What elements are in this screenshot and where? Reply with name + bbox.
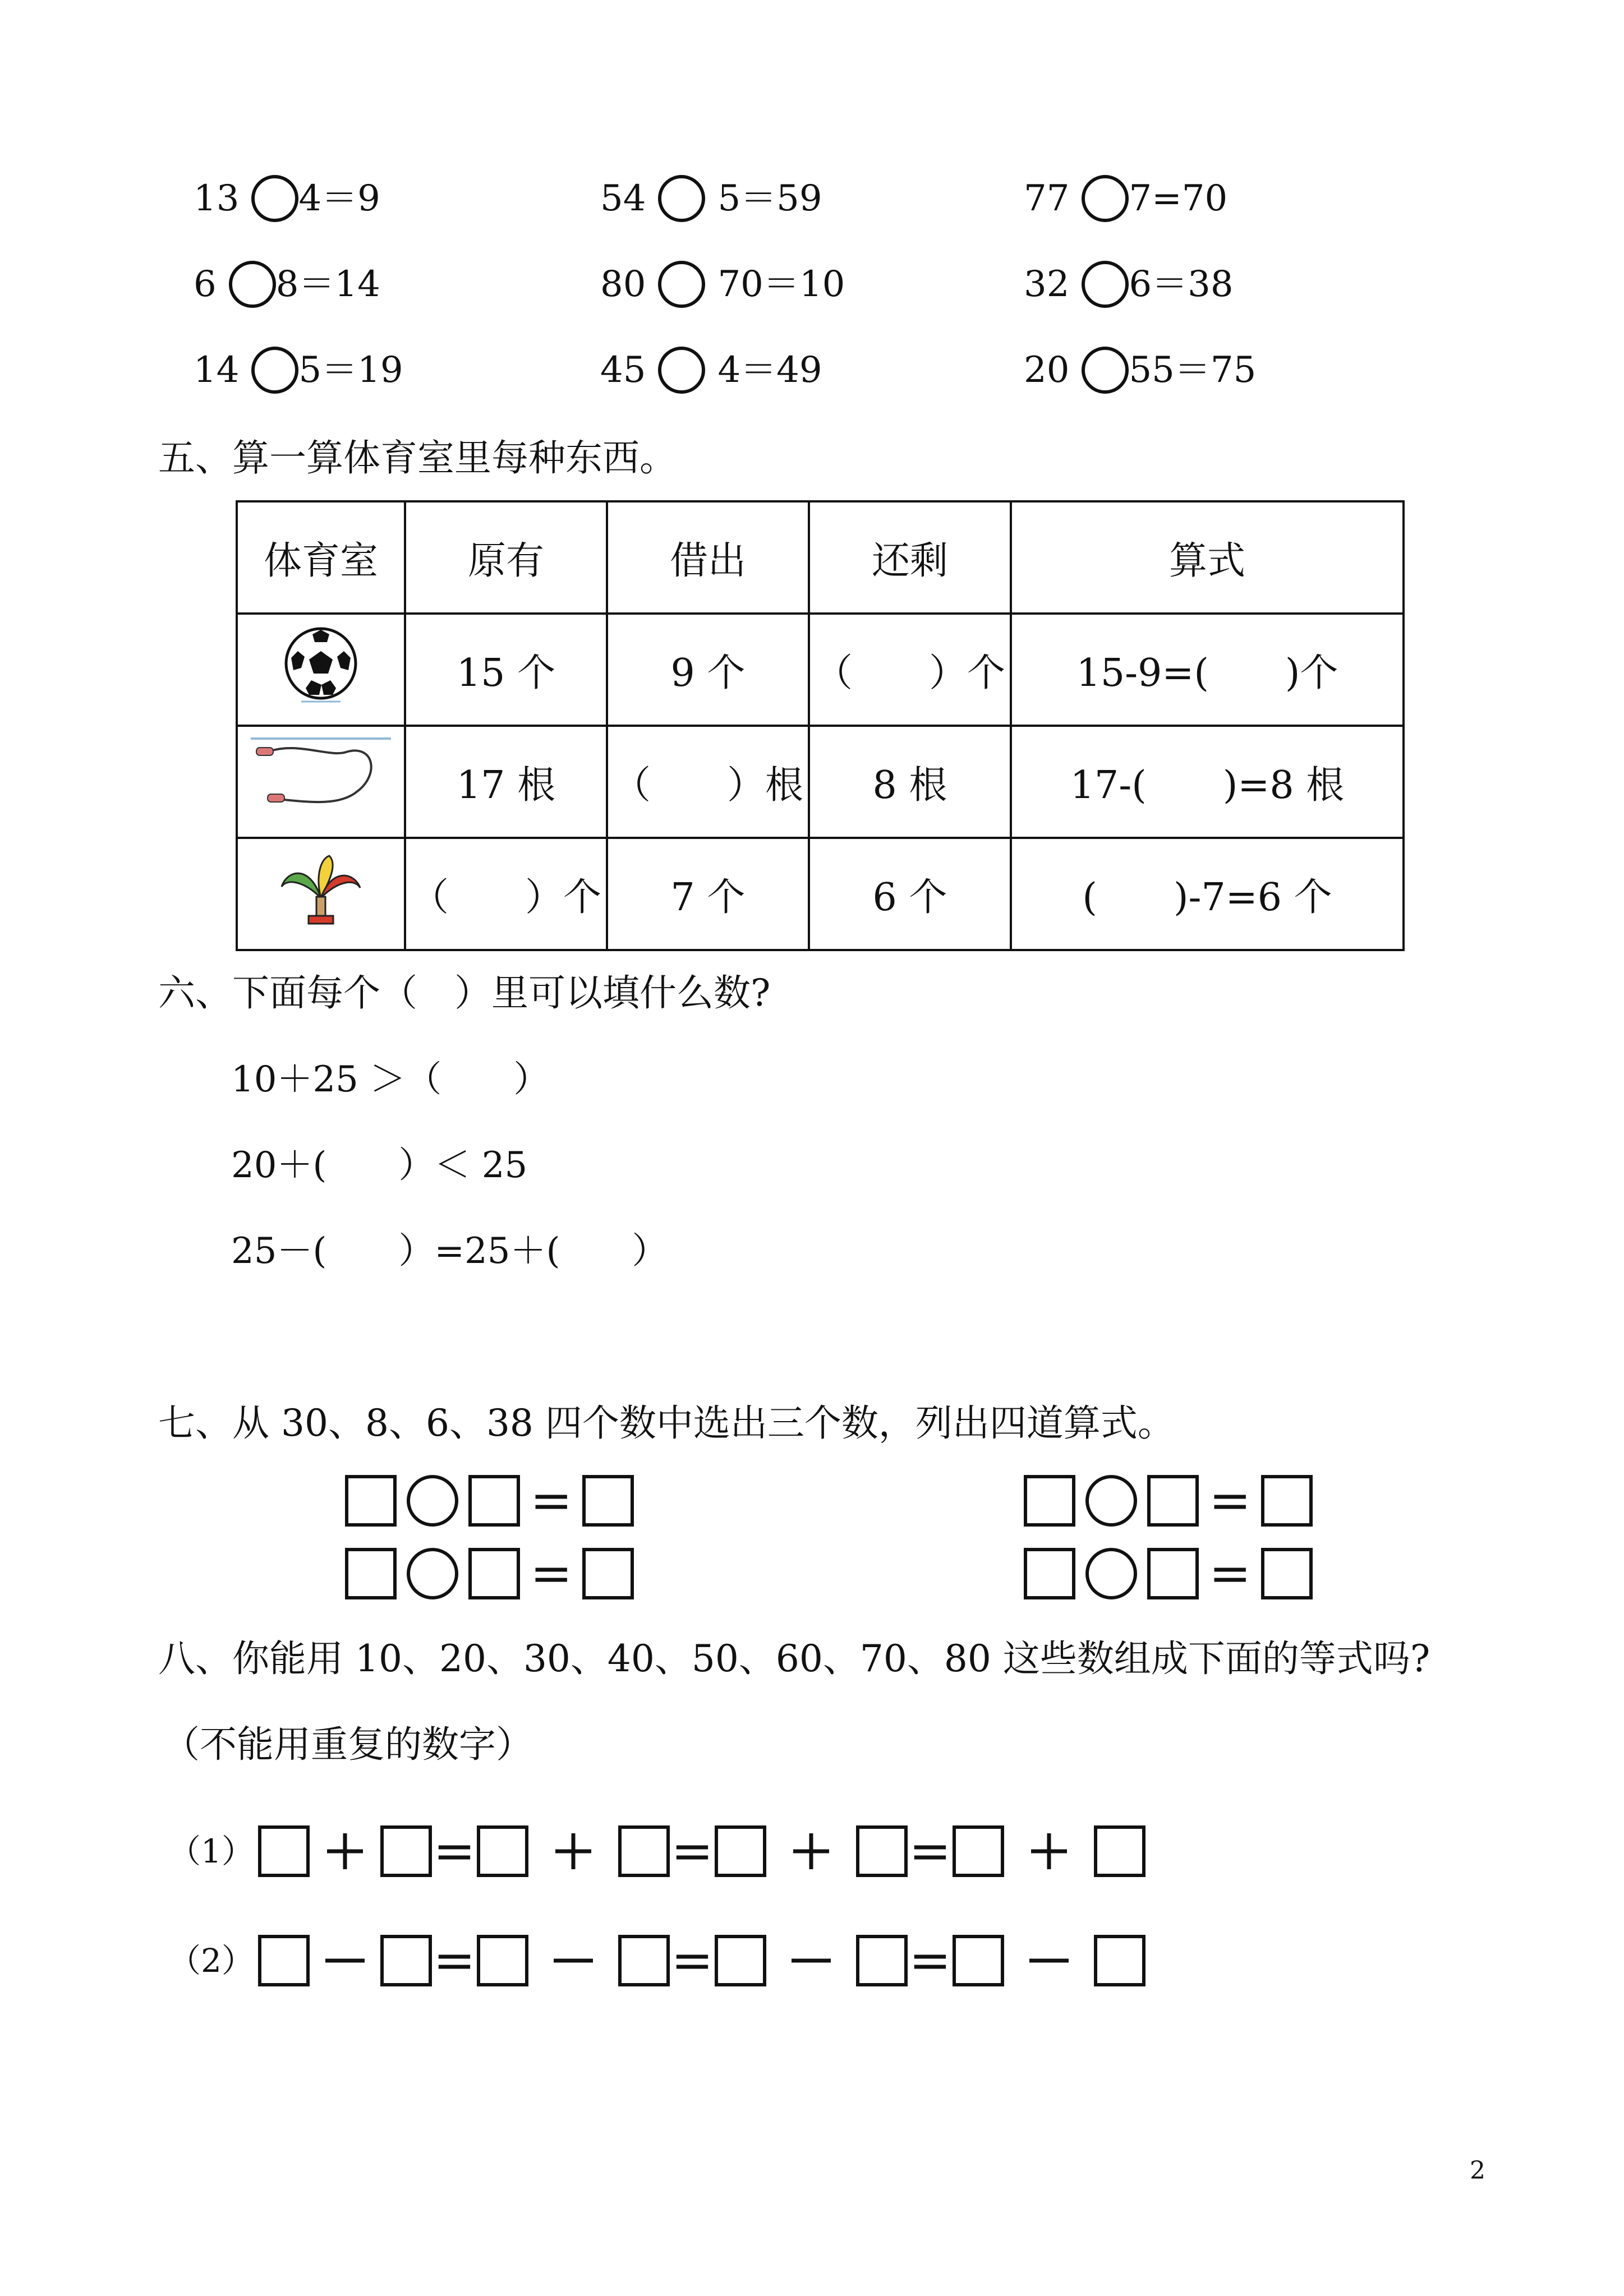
operator-circle[interactable] bbox=[1085, 1475, 1137, 1527]
equals-sign: = bbox=[1209, 1544, 1252, 1603]
fill-in-line[interactable]: 20＋( ）＜ 25 bbox=[231, 1145, 528, 1186]
eq-left: 13 bbox=[194, 178, 240, 219]
answer-box[interactable] bbox=[468, 1548, 520, 1599]
table-header: 算式 bbox=[1011, 501, 1404, 614]
operator-circle[interactable] bbox=[229, 261, 276, 308]
eq-left: 32 bbox=[1024, 264, 1070, 305]
answer-box[interactable] bbox=[618, 1935, 670, 1986]
original-cell[interactable]: （ ）个 bbox=[405, 838, 607, 950]
equals-sign: = bbox=[909, 1822, 951, 1880]
answer-box[interactable] bbox=[856, 1935, 908, 1986]
section8-title: 八、你能用 10、20、30、40、50、60、70、80 这些数组成下面的等式吗? bbox=[158, 1637, 1430, 1680]
section7-title: 七、从 30、8、6、38 四个数中选出三个数，列出四道算式。 bbox=[158, 1401, 1175, 1445]
plus-equation-row bbox=[168, 1822, 1145, 1880]
answer-box[interactable] bbox=[582, 1548, 634, 1599]
answer-box[interactable] bbox=[380, 1935, 432, 1986]
table-header: 借出 bbox=[607, 501, 809, 614]
eq-left: 45 bbox=[600, 349, 646, 391]
item-label: （2） bbox=[168, 1942, 254, 1980]
item-image-cell bbox=[237, 614, 405, 726]
answer-box[interactable] bbox=[345, 1475, 397, 1527]
minus-sign-icon bbox=[310, 1935, 380, 1986]
left-cell: 6 个 bbox=[809, 838, 1011, 950]
plus-sign-icon bbox=[310, 1825, 380, 1877]
operator-circle[interactable] bbox=[1082, 261, 1129, 308]
answer-box[interactable] bbox=[582, 1475, 634, 1527]
answer-box[interactable] bbox=[380, 1825, 432, 1877]
answer-box[interactable] bbox=[1261, 1475, 1313, 1527]
answer-box[interactable] bbox=[258, 1825, 310, 1877]
answer-box[interactable] bbox=[1024, 1475, 1075, 1527]
formula-cell[interactable]: 17-( )=8 根 bbox=[1011, 726, 1404, 838]
item-image-cell bbox=[237, 838, 405, 950]
eq-item bbox=[1024, 347, 1256, 394]
answer-box[interactable] bbox=[1147, 1548, 1199, 1599]
original-cell: 17 根 bbox=[405, 726, 607, 838]
operator-circle[interactable] bbox=[1082, 175, 1129, 222]
answer-box[interactable] bbox=[715, 1935, 766, 1986]
operator-circle[interactable] bbox=[407, 1475, 458, 1527]
equals-sign: = bbox=[433, 1822, 476, 1880]
minus-sign-icon bbox=[766, 1935, 856, 1986]
eq-right: 5＝19 bbox=[298, 349, 403, 391]
minus-sign-icon bbox=[528, 1935, 618, 1986]
section8-note: （不能用重复的数字） bbox=[163, 1723, 533, 1766]
answer-box[interactable] bbox=[618, 1825, 670, 1877]
answer-box[interactable] bbox=[856, 1825, 908, 1877]
eq-item bbox=[600, 175, 822, 222]
equals-sign: = bbox=[1209, 1471, 1252, 1530]
equals-sign: = bbox=[433, 1931, 476, 1990]
answer-box[interactable] bbox=[345, 1548, 397, 1599]
left-cell[interactable]: （ ）个 bbox=[809, 614, 1011, 726]
plus-sign-icon bbox=[766, 1825, 856, 1877]
formula-cell[interactable]: 15-9=( )个 bbox=[1011, 614, 1404, 726]
answer-box[interactable] bbox=[477, 1825, 528, 1877]
eq-item bbox=[194, 175, 380, 222]
table-header: 体育室 bbox=[237, 501, 405, 614]
operator-circle[interactable] bbox=[1082, 347, 1129, 394]
answer-box[interactable] bbox=[1094, 1935, 1145, 1986]
eq-item bbox=[600, 261, 845, 308]
fill-in-line[interactable]: 25－( ）=25＋( ） bbox=[231, 1230, 668, 1272]
answer-box[interactable] bbox=[715, 1825, 766, 1877]
eq-right: 55＝75 bbox=[1129, 349, 1257, 391]
eq-right: 8＝14 bbox=[275, 264, 380, 305]
eq-right: 4＝49 bbox=[717, 349, 822, 391]
table-header-row bbox=[237, 501, 1404, 614]
answer-box[interactable] bbox=[258, 1935, 310, 1986]
item-label: （1） bbox=[168, 1832, 254, 1870]
eq-right: 6＝38 bbox=[1129, 264, 1234, 305]
minus-sign-icon bbox=[1004, 1935, 1094, 1986]
sports-room-table bbox=[236, 500, 1405, 951]
equals-sign: = bbox=[530, 1471, 573, 1530]
section5-title: 五、算一算体育室里每种东西。 bbox=[158, 436, 677, 480]
eq-left: 20 bbox=[1024, 349, 1070, 391]
table-row bbox=[237, 726, 1404, 838]
shuttlecock-icon bbox=[276, 847, 366, 932]
eq-item bbox=[194, 347, 403, 394]
table-header: 还剩 bbox=[809, 501, 1011, 614]
soccer-ball-icon bbox=[279, 623, 363, 707]
fill-in-line[interactable]: 10＋25 ＞（ ） bbox=[231, 1059, 550, 1100]
operator-circle[interactable] bbox=[251, 175, 298, 222]
table-row bbox=[237, 614, 1404, 726]
equation-template bbox=[1024, 1471, 1313, 1530]
plus-sign-icon bbox=[1004, 1825, 1094, 1877]
equals-sign: = bbox=[671, 1931, 714, 1990]
operator-circle[interactable] bbox=[407, 1548, 458, 1599]
page-number: 2 bbox=[1470, 2156, 1485, 2185]
eq-item bbox=[1024, 175, 1227, 222]
answer-box[interactable] bbox=[468, 1475, 520, 1527]
equation-template bbox=[1024, 1544, 1313, 1603]
operator-circle[interactable] bbox=[658, 261, 705, 308]
equals-sign: = bbox=[671, 1822, 714, 1880]
table-header: 原有 bbox=[405, 501, 607, 614]
eq-left: 77 bbox=[1024, 178, 1070, 219]
eq-right: 7=70 bbox=[1129, 178, 1228, 219]
equals-sign: = bbox=[909, 1931, 951, 1990]
left-cell: 8 根 bbox=[809, 726, 1011, 838]
operator-circle[interactable] bbox=[658, 347, 705, 394]
eq-left: 80 bbox=[600, 264, 646, 305]
plus-sign-icon bbox=[528, 1825, 618, 1877]
answer-box[interactable] bbox=[953, 1825, 1004, 1877]
answer-box[interactable] bbox=[1024, 1548, 1075, 1599]
section6-title: 六、下面每个（ ）里可以填什么数? bbox=[158, 971, 771, 1015]
answer-box[interactable] bbox=[953, 1935, 1004, 1986]
eq-right: 5＝59 bbox=[717, 178, 822, 219]
eq-left: 14 bbox=[194, 349, 240, 391]
jump-rope-icon bbox=[245, 735, 397, 819]
answer-box[interactable] bbox=[1147, 1475, 1199, 1527]
eq-right: 4＝9 bbox=[298, 178, 380, 219]
answer-box[interactable] bbox=[1094, 1825, 1145, 1877]
eq-item bbox=[1024, 261, 1234, 308]
equals-sign: = bbox=[530, 1544, 573, 1603]
formula-cell[interactable]: ( )-7=6 个 bbox=[1011, 838, 1404, 950]
operator-circle[interactable] bbox=[1085, 1548, 1137, 1599]
answer-box[interactable] bbox=[1261, 1548, 1313, 1599]
eq-item bbox=[194, 261, 380, 308]
lent-cell: 9 个 bbox=[607, 614, 809, 726]
eq-left: 6 bbox=[194, 264, 217, 305]
operator-circle[interactable] bbox=[658, 175, 705, 222]
answer-box[interactable] bbox=[477, 1935, 528, 1986]
minus-equation-row bbox=[168, 1931, 1145, 1990]
equation-template bbox=[345, 1544, 634, 1603]
lent-cell[interactable]: （ ）根 bbox=[607, 726, 809, 838]
lent-cell: 7 个 bbox=[607, 838, 809, 950]
eq-item bbox=[600, 347, 822, 394]
original-cell: 15 个 bbox=[405, 614, 607, 726]
equation-template bbox=[345, 1471, 634, 1530]
eq-left: 54 bbox=[600, 178, 646, 219]
operator-circle[interactable] bbox=[251, 347, 298, 394]
table-row bbox=[237, 838, 1404, 950]
item-image-cell bbox=[237, 726, 405, 838]
eq-right: 70＝10 bbox=[717, 264, 845, 305]
